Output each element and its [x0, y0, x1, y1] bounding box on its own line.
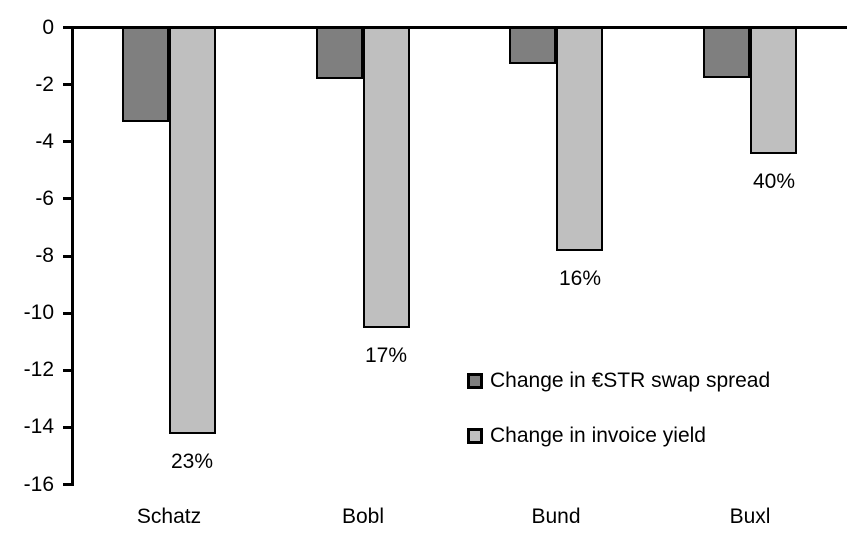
category-label-bobl: Bobl	[341, 505, 385, 528]
y-axis-tick	[63, 26, 72, 29]
bar-invoice-yield-buxl	[750, 27, 797, 154]
bar-swap-spread-bund	[509, 27, 556, 64]
legend-label-invoice-yield: Change in invoice yield	[490, 424, 706, 447]
bar-invoice-yield-bund	[556, 27, 603, 251]
bar-swap-spread-bobl	[316, 27, 363, 79]
y-axis-label: -6	[35, 187, 54, 210]
value-label-schatz: 23%	[170, 450, 214, 473]
value-label-bobl: 17%	[364, 344, 408, 367]
y-axis-label: -14	[23, 415, 54, 438]
legend-item-swap-spread	[467, 369, 770, 393]
bar-swap-spread-schatz	[122, 27, 169, 122]
y-axis-tick	[63, 255, 72, 258]
y-axis-label: -2	[35, 73, 54, 96]
legend-item-invoice-yield	[467, 424, 770, 448]
value-label-buxl: 40%	[752, 170, 796, 193]
legend-swatch-invoice-yield-icon	[467, 428, 483, 444]
category-label-bund: Bund	[531, 505, 581, 528]
y-axis-label: -12	[23, 358, 54, 381]
y-axis-tick	[63, 197, 72, 200]
category-label-buxl: Buxl	[729, 505, 771, 528]
y-axis-tick	[63, 312, 72, 315]
y-axis-label: -8	[35, 244, 54, 267]
y-axis-tick	[63, 483, 72, 486]
value-label-bund: 16%	[558, 267, 602, 290]
y-axis-tick	[63, 83, 72, 86]
y-axis-label: -10	[23, 301, 54, 324]
y-axis-tick	[63, 140, 72, 143]
bar-invoice-yield-bobl	[363, 27, 410, 328]
category-label-schatz: Schatz	[136, 505, 202, 528]
legend-swatch-swap-spread-icon	[467, 373, 483, 389]
y-axis-tick	[63, 426, 72, 429]
y-axis-label: -16	[23, 473, 54, 496]
y-axis-tick	[63, 369, 72, 372]
bar-invoice-yield-schatz	[169, 27, 216, 434]
bar-swap-spread-buxl	[703, 27, 750, 78]
legend-label-swap-spread: Change in €STR swap spread	[490, 369, 771, 392]
y-axis-label: 0	[42, 16, 54, 39]
legend	[467, 369, 770, 479]
y-axis-label: -4	[35, 130, 54, 153]
